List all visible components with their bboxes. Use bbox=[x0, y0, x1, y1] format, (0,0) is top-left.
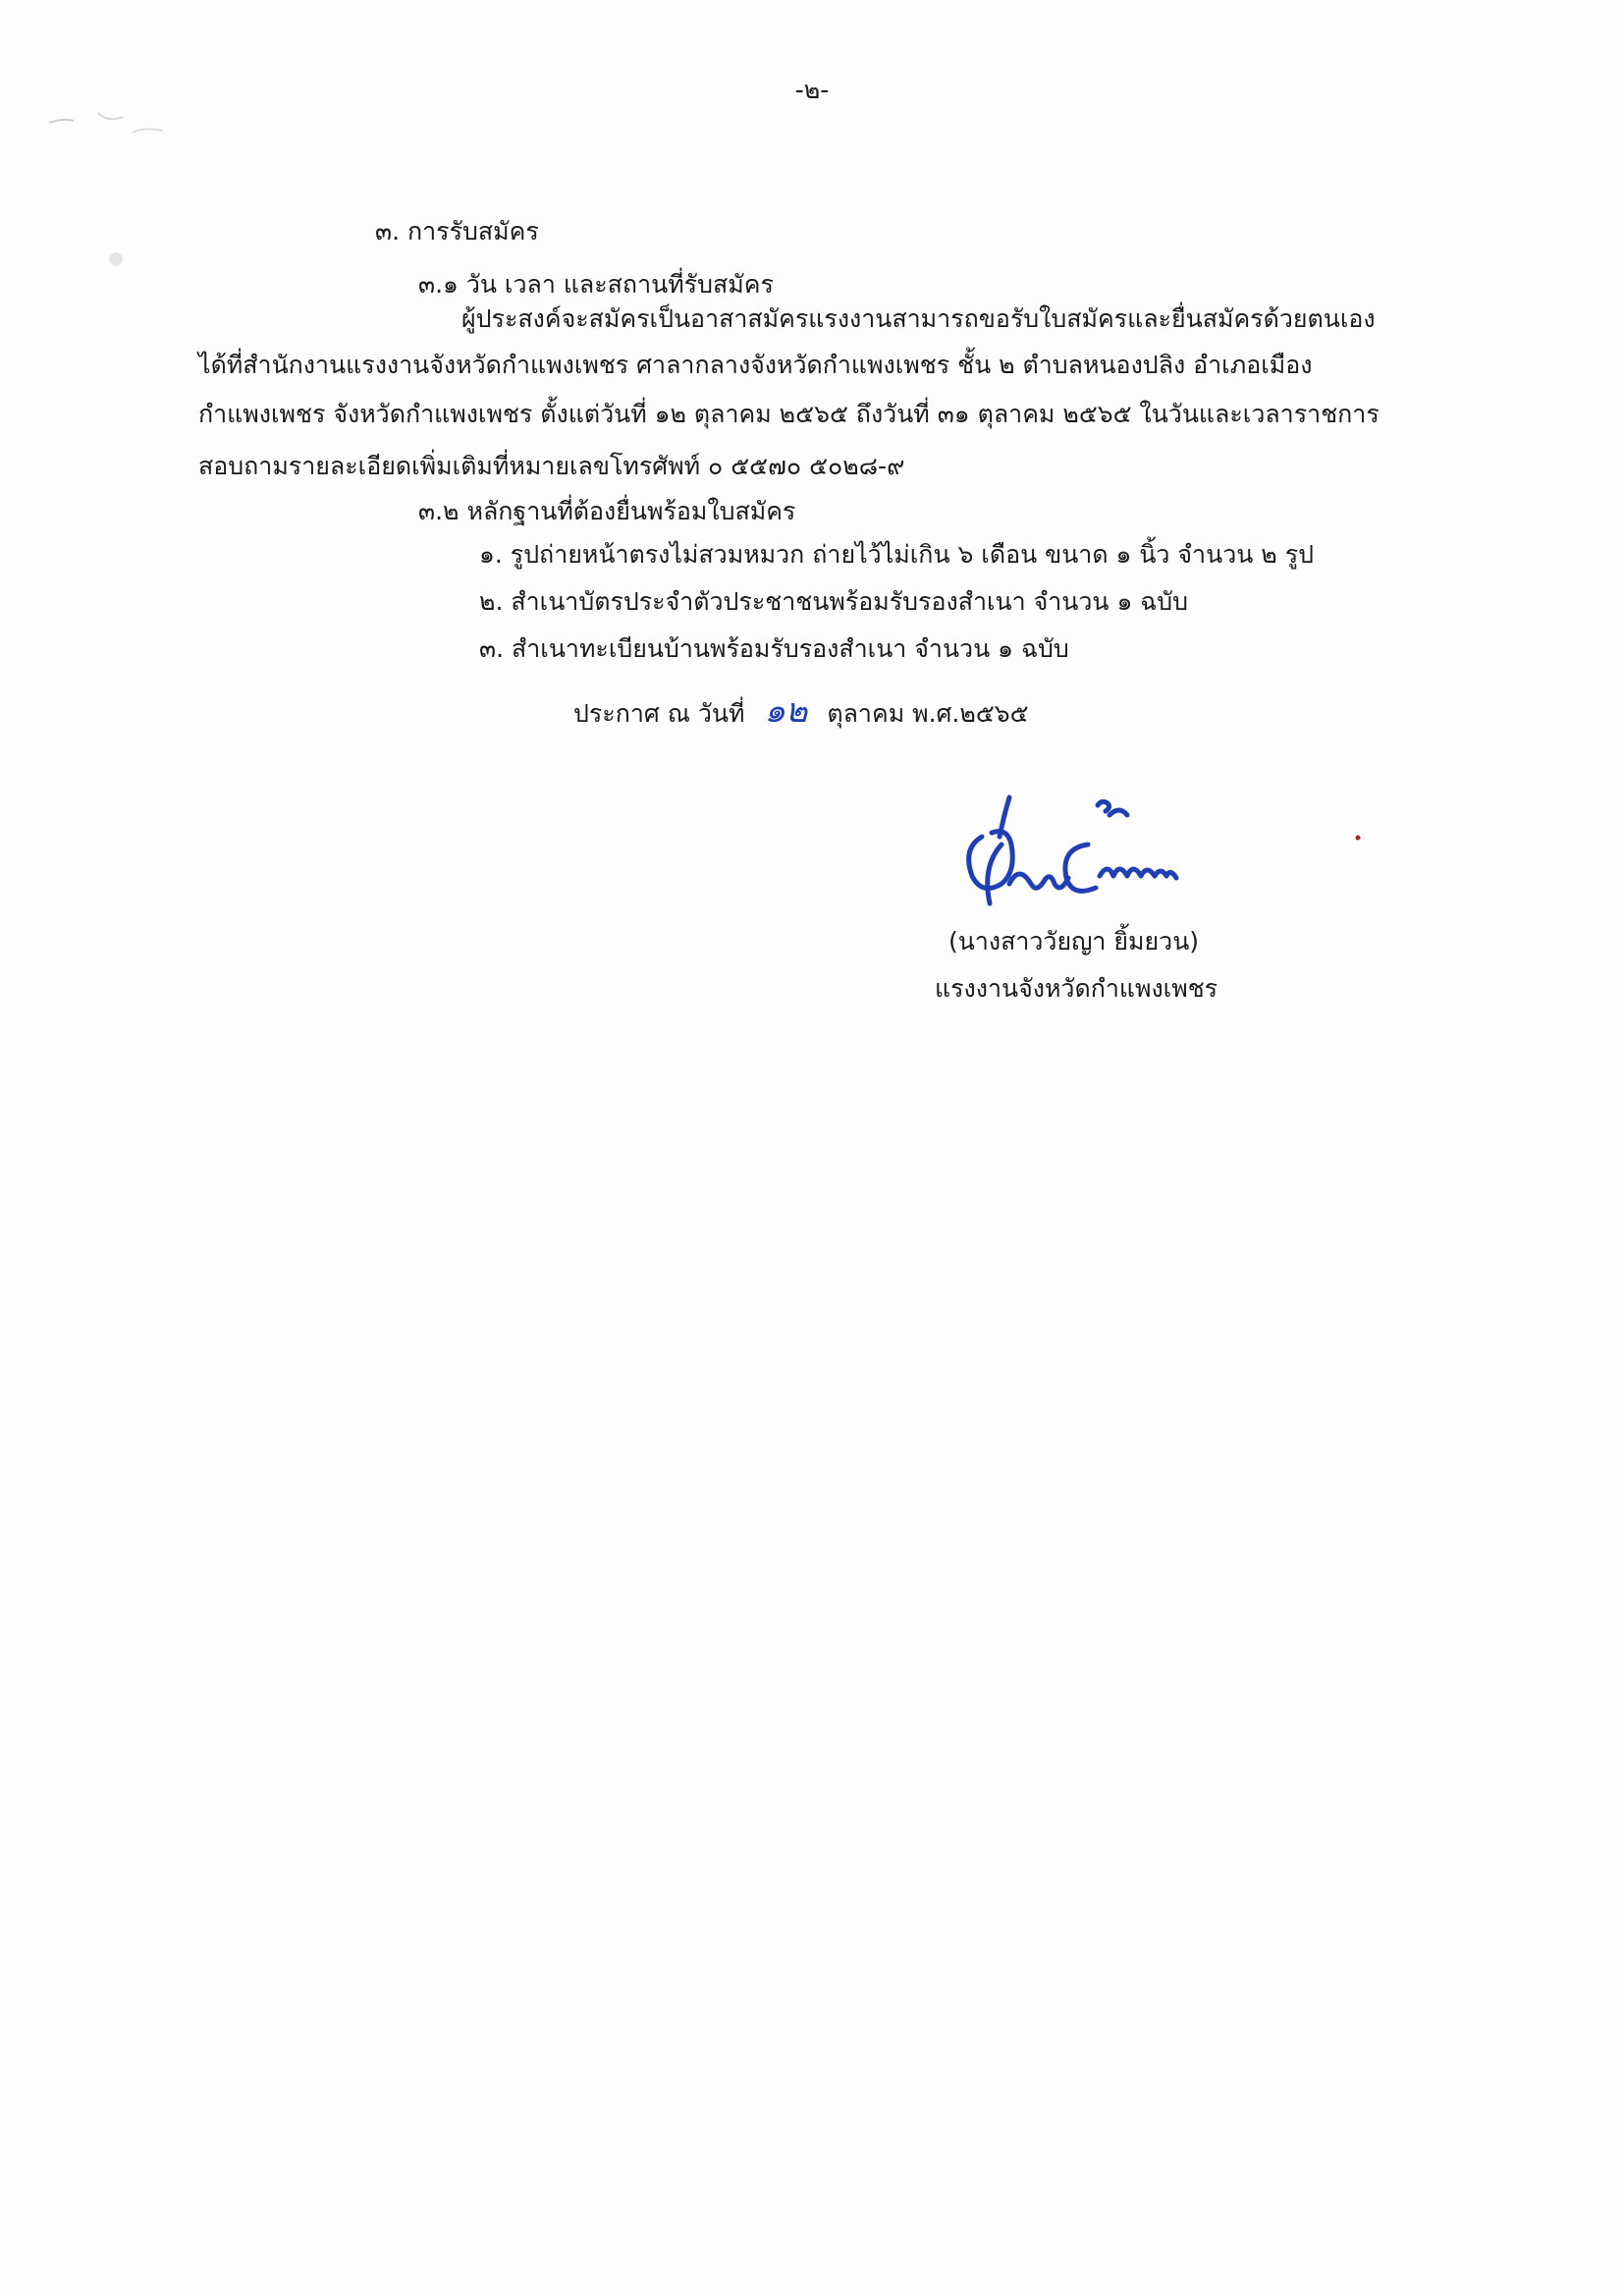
subsection-heading: ๓.๑ วัน เวลา และสถานที่รับสมัคร bbox=[418, 270, 774, 299]
list-item: ๒. สำเนาบัตรประจำตัวประชาชนพร้อมรับรองสำเนา จำนวน ๑ ฉบับ bbox=[479, 587, 1189, 616]
scan-artifact bbox=[98, 246, 137, 275]
announcement-prefix: ประกาศ ณ วันที่ bbox=[573, 699, 745, 728]
announcement-day: ๑๒ bbox=[764, 691, 808, 731]
announcement-suffix: ตุลาคม พ.ศ.๒๕๖๕ bbox=[827, 699, 1029, 728]
paragraph-line: กำแพงเพชร จังหวัดกำแพงเพชร ตั้งแต่วันที่ ๑๒ ตุลาคม ๒๕๖๕ ถึงวันที่ ๓๑ ตุลาคม ๒๕๖๕ ในวันและเวลาราชการ bbox=[198, 400, 1380, 428]
announcement-line bbox=[573, 691, 1029, 731]
page-number: -๒- bbox=[794, 76, 830, 104]
paragraph-line: ผู้ประสงค์จะสมัครเป็นอาสาสมัครแรงงานสามารถขอรับใบสมัครและยื่นสมัครด้วยตนเอง bbox=[461, 304, 1376, 333]
handwritten-signature bbox=[952, 786, 1208, 923]
paragraph-line: ได้ที่สำนักงานแรงงานจังหวัดกำแพงเพชร ศาลากลางจังหวัดกำแพงเพชร ชั้น ๒ ตำบลหนองปลิง อำเภอเมือง bbox=[198, 351, 1313, 379]
list-item: ๓. สำเนาทะเบียนบ้านพร้อมรับรองสำเนา จำนวน ๑ ฉบับ bbox=[479, 634, 1069, 663]
subsection-heading: ๓.๒ หลักฐานที่ต้องยื่นพร้อมใบสมัคร bbox=[418, 497, 796, 525]
signer-name: (นางสาววัยญา ยิ้มยวน) bbox=[948, 927, 1200, 956]
paragraph-line: สอบถามรายละเอียดเพิ่มเติมที่หมายเลขโทรศัพท์ ๐ ๕๕๗๐ ๕๐๒๘-๙ bbox=[198, 452, 905, 480]
scan-artifact bbox=[1353, 833, 1363, 843]
section-heading: ๓. การรับสมัคร bbox=[375, 217, 539, 246]
list-item: ๑. รูปถ่ายหน้าตรงไม่สวมหมวก ถ่ายไว้ไม่เกิน ๖ เดือน ขนาด ๑ นิ้ว จำนวน ๒ รูป bbox=[479, 540, 1314, 569]
signer-title: แรงงานจังหวัดกำแพงเพชร bbox=[935, 974, 1218, 1003]
